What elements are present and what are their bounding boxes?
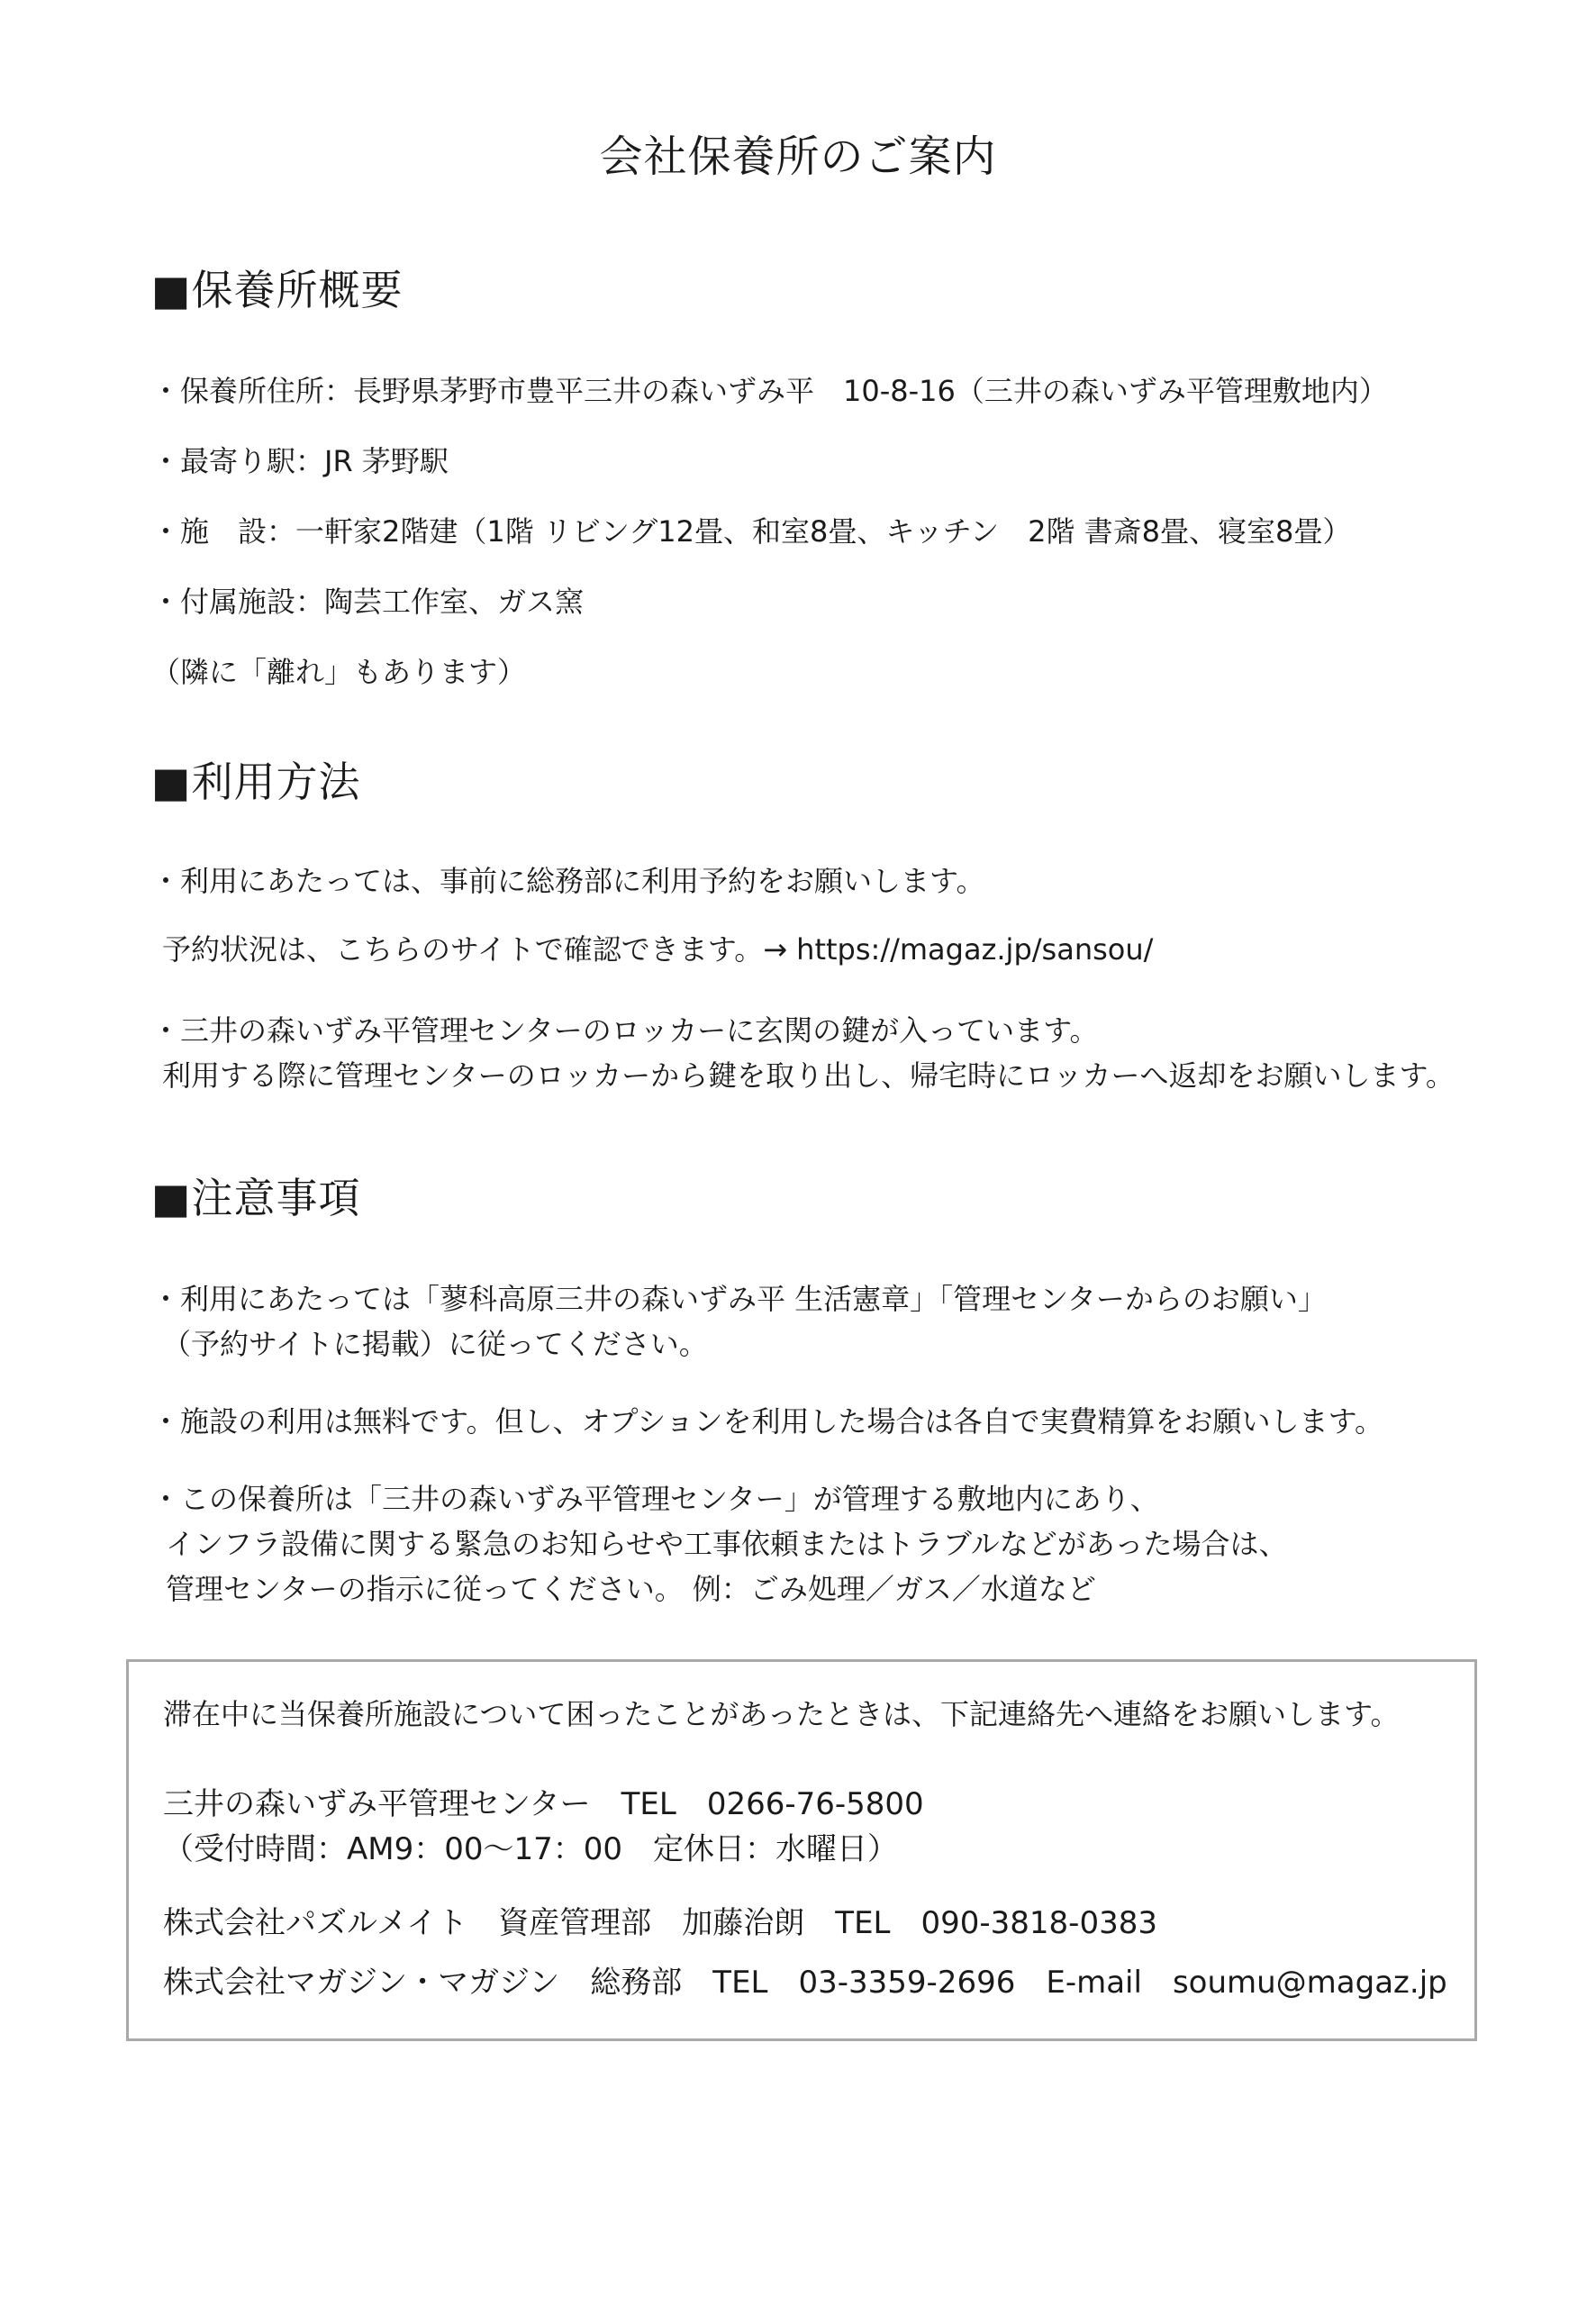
contact-puzzlemate: 株式会社パズルメイト 資産管理部 加藤治朗 TEL 090-3818-0383 [163,1905,1157,1941]
overview-attached: ・付属施設：陶芸工作室、ガス窯 [151,585,585,619]
contact-box [126,1659,1477,2041]
overview-facility: ・施 設：一軒家2階建（1階 リビング12畳、和室8畳、キッチン 2階 書斎8畳、寝室8畳） [151,514,1352,549]
notes-item3-line3: 管理センターの指示に従ってください。 例：ごみ処理／ガス／水道など [166,1572,1096,1606]
page-title: 会社保養所のご案内 [599,132,997,182]
notes-item1-line2: （予約サイトに掲載）に従ってください。 [162,1327,708,1361]
overview-station: ・最寄り駅：JR 茅野駅 [151,444,449,478]
overview-annex: （隣に「離れ」もあります） [151,655,527,689]
contact-center-hours: （受付時間：AM9：00～17：00 定休日：水曜日） [163,1831,899,1867]
usage-item2-line1: ・三井の森いずみ平管理センターのロッカーに玄関の鍵が入っています。 [151,1013,1099,1048]
notes-item3-line2: インフラ設備に関する緊急のお知らせや工事依頼またはトラブルなどがあった場合は、 [166,1527,1288,1561]
notes-item3-line1: ・この保養所は「三井の森いずみ平管理センター」が管理する敷地内にあり、 [151,1482,1159,1516]
usage-heading: ■利用方法 [151,758,361,806]
contact-magazine: 株式会社マガジン・マガジン 総務部 TEL 03-3359-2696 E-mail soumu@magaz.jp [163,1965,1447,2001]
notes-item2-line1: ・施設の利用は無料です。但し、オプションを利用した場合は各自で実費精算をお願いします。 [151,1404,1384,1439]
contact-intro: 滞在中に当保養所施設について困ったことがあったときは、下記連絡先へ連絡をお願いします。 [163,1697,1400,1731]
notes-heading: ■注意事項 [151,1174,361,1222]
usage-item2-line2: 利用する際に管理センターのロッカーから鍵を取り出し、帰宅時にロッカーへ返却をお願いします。 [162,1058,1455,1093]
usage-item1-line1: ・利用にあたっては、事前に総務部に利用予約をお願いします。 [151,864,985,898]
contact-center: 三井の森いずみ平管理センター TEL 0266-76-5800 [163,1786,924,1822]
notes-item1-line1: ・利用にあたっては「蓼科高原三井の森いずみ平 生活憲章」「管理センターからのお願い」 [151,1282,1327,1316]
overview-address: ・保養所住所：長野県茅野市豊平三井の森いずみ平 10-8-16（三井の森いずみ平管理敷地内） [151,374,1388,408]
overview-heading: ■保養所概要 [151,266,404,314]
usage-item1-line2: 予約状況は、こちらのサイトで確認できます。→ https://magaz.jp/sansou/ [162,932,1154,967]
